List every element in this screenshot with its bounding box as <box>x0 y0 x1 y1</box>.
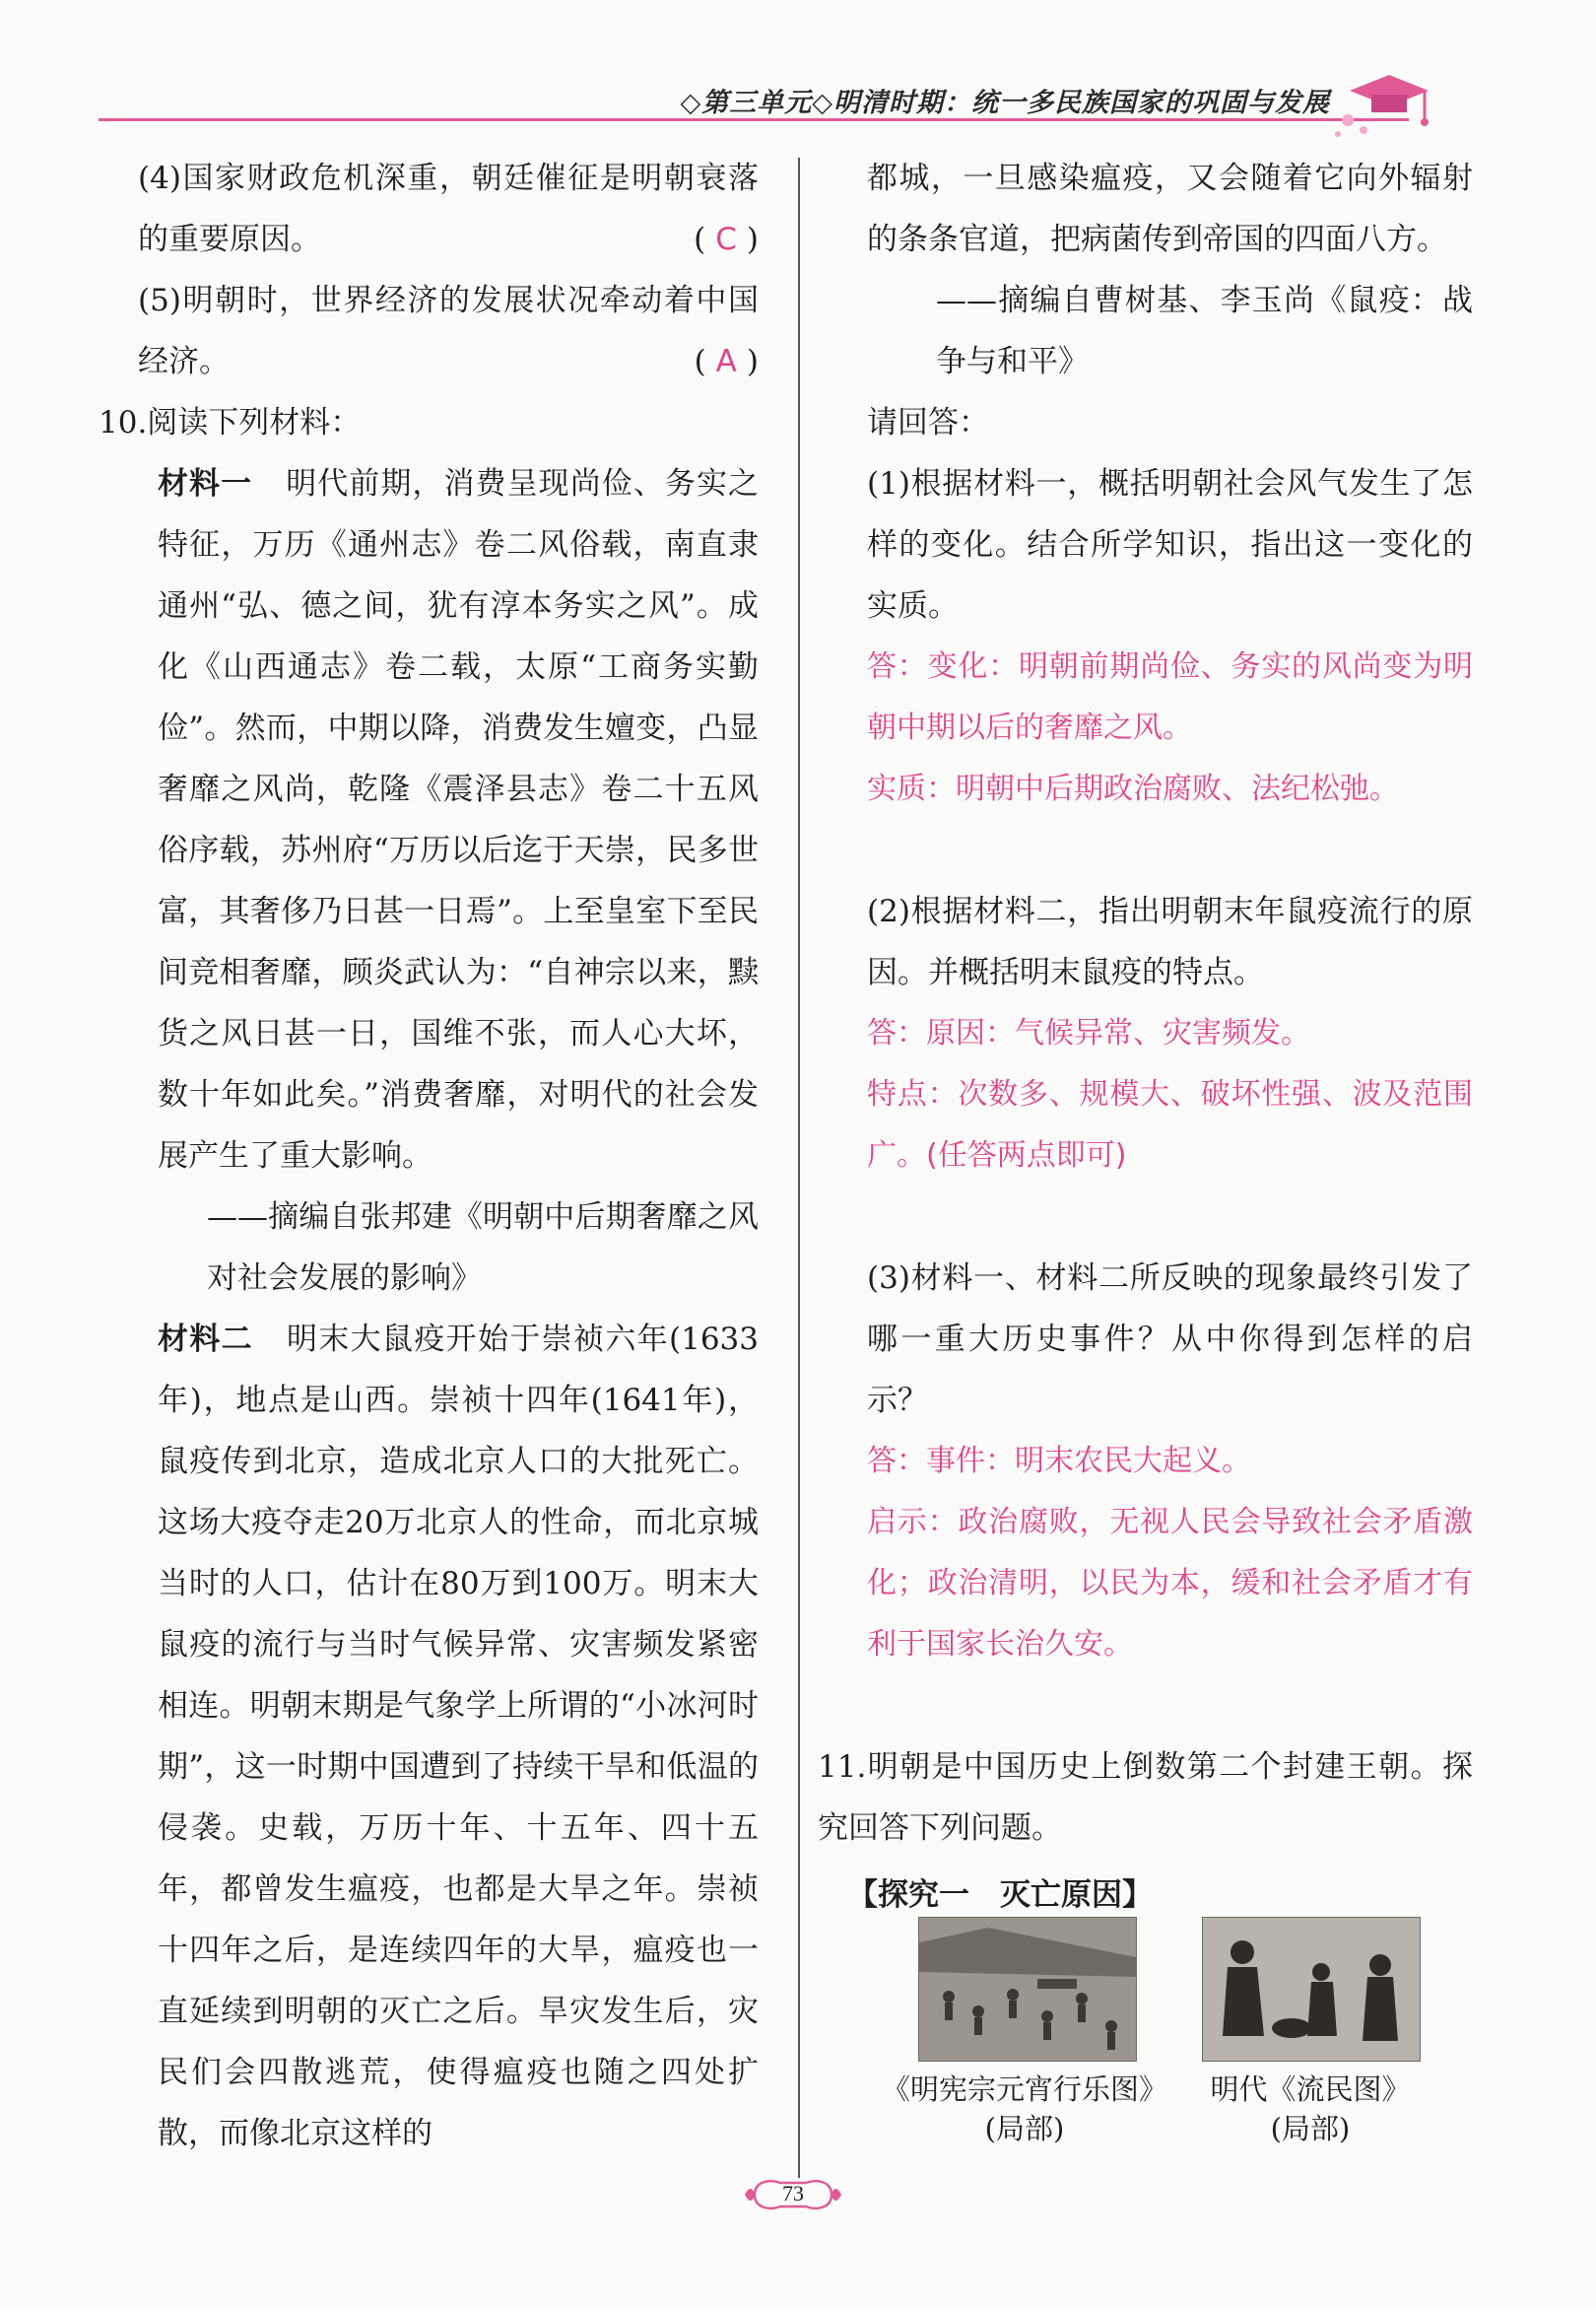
material-1-source: ——摘编自张邦建《明朝中后期奢靡之风对社会发展的影响》 <box>207 1199 759 1296</box>
material-2-source: ——摘编自曹树基、李玉尚《鼠疫：战争与和平》 <box>936 283 1473 379</box>
answer-space <box>867 1187 1473 1248</box>
answer-1-change: 答：变化：明朝前期尚俭、务实的风尚变为明朝中期以后的奢靡之风。 <box>867 649 1473 745</box>
material-2-text: 明末大鼠疫开始于崇祯六年(1633年)，地点是山西。崇祯十四年(1641年)，鼠疫传到北京，造成北京人口的大批死亡。这场大疫夺走20万北京人的性命，而北京城当时的人口，估计在80万到100万。明末大鼠疫的流行与当时气候异常、灾害频发紧密相连。明朝末期是气象学上所谓的“小冰河时期”，这一时期中国遭到了持续干旱和低温的侵袭。史载，万历十年、十五年、四十五年，都曾发生瘟疫，也都是大旱之年。崇祯十四年之后，是连续四年的大旱，瘟疫也一直延续到明朝的灭亡之后。旱灾发生后，灾民们会四散逃荒，使得瘟疫也随之四处扩散，而像北京这样的 <box>158 1322 759 2151</box>
material-1-label: 材料一 <box>158 466 253 502</box>
answer-letter: A <box>715 344 737 379</box>
page-header <box>99 79 1497 128</box>
material-1 <box>138 453 759 1187</box>
caption-title: 《明宪宗元宵行乐图》 <box>881 2072 1167 2106</box>
page-number <box>741 2173 845 2216</box>
painting-liumin-image <box>1202 1917 1421 2062</box>
caption-sub: (局部) <box>1270 2112 1351 2145</box>
explore-title: 【探究一 灭亡原因】 <box>847 1877 1153 1913</box>
question-11: 11.明朝是中国历史上倒数第二个封建王朝。探究回答下列问题。 <box>818 1749 1473 1846</box>
material-2 <box>138 1309 759 2164</box>
question-10-intro: 10.阅读下列材料： <box>99 405 362 441</box>
answer-space <box>867 1675 1473 1736</box>
answer-space <box>867 820 1473 881</box>
graduation-cap-icon <box>1330 61 1438 150</box>
answer-2-feature: 特点：次数多、规模大、破坏性强、波及范围广。(任答两点即可) <box>867 1077 1473 1173</box>
answer-letter: C <box>715 222 737 257</box>
painting-liumin-caption <box>1182 2070 1438 2148</box>
answer-3-event: 答：事件：明末农民大起义。 <box>867 1444 1251 1478</box>
prompt: 请回答： <box>867 405 989 441</box>
material-2-label: 材料二 <box>158 1322 253 1357</box>
painting-yuanxiao-image <box>918 1917 1137 2062</box>
answer-3-lesson: 启示：政治腐败，无视人民会导致社会矛盾激化；政治清明，以民为本，缓和社会矛盾才有利于国家长治久安。 <box>867 1505 1473 1662</box>
right-column <box>818 148 1473 1926</box>
question-5-answer: ( A ) <box>694 344 759 379</box>
question-1: (1)根据材料一，概括明朝社会风气发生了怎样的变化。结合所学知识，指出这一变化的实质。 <box>867 466 1473 624</box>
material-2-continued: 都城，一旦感染瘟疫，又会随着它向外辐射的条条官道，把病菌传到帝国的四面八方。 <box>867 161 1473 257</box>
figure-row <box>867 1917 1488 2153</box>
column-divider <box>798 158 800 2178</box>
caption-sub: (局部) <box>984 2112 1065 2145</box>
left-column <box>99 148 760 2164</box>
question-3: (3)材料一、材料二所反映的现象最终引发了哪一重大历史事件？从中你得到怎样的启示？ <box>867 1260 1473 1418</box>
page-number-text: 73 <box>782 2181 804 2206</box>
question-2: (2)根据材料二，指出明朝末年鼠疫流行的原因。并概括明末鼠疫的特点。 <box>867 894 1473 990</box>
question-4-answer: ( C ) <box>694 222 759 257</box>
question-4-text: (4)国家财政危机深重，朝廷催征是明朝衰落的重要原因。 <box>138 161 759 257</box>
caption-title: 明代《流民图》 <box>1210 2072 1411 2106</box>
painting-yuanxiao-caption <box>867 2070 1182 2148</box>
header-title: ◇第三单元◇明清时期：统一多民族国家的巩固与发展 <box>680 88 1330 118</box>
question-5-text: (5)明朝时，世界经济的发展状况牵动着中国经济。 <box>138 283 759 379</box>
answer-2-cause: 答：原因：气候异常、灾害频发。 <box>867 1016 1310 1051</box>
answer-1-essence: 实质：明朝中后期政治腐败、法纪松弛。 <box>867 772 1399 806</box>
material-1-text: 明代前期，消费呈现尚俭、务实之特征，万历《通州志》卷二风俗载，南直隶通州“弘、德之间，犹有淳本务实之风”。成化《山西通志》卷二载，太原“工商务实勤俭”。然而，中期以降，消费发生嬗变，凸显奢靡之风尚，乾隆《震泽县志》卷二十五风俗序载，苏州府“万历以后迄于天崇，民多世富，其奢侈乃日甚一日焉”。上至皇室下至民间竞相奢靡，顾炎武认为：“自神宗以来，黩货之风日甚一日，国维不张，而人心大坏，数十年如此矣。”消费奢靡，对明代的社会发展产生了重大影响。 <box>158 466 760 1174</box>
